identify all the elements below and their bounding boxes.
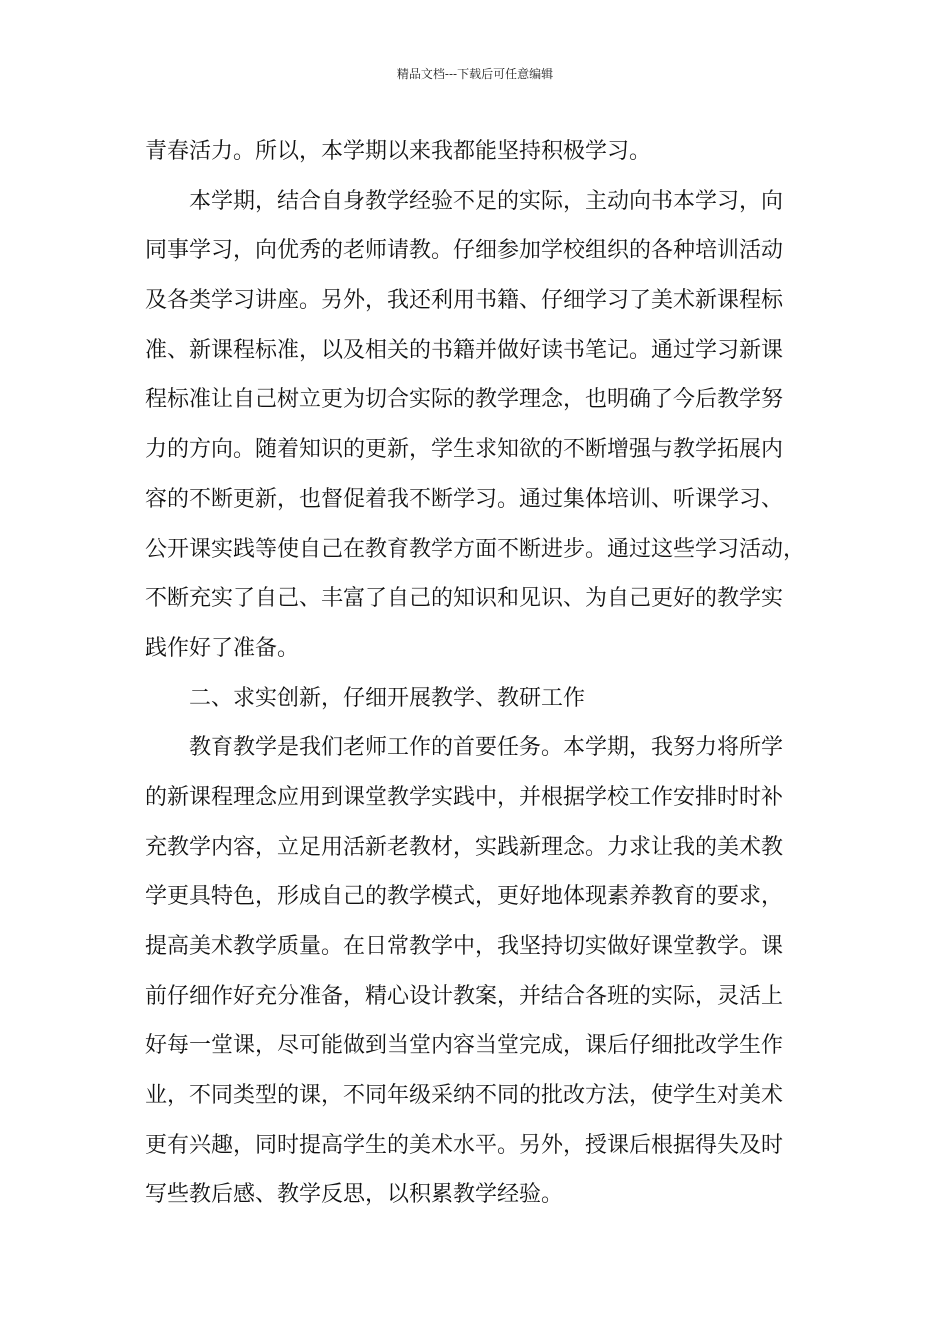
paragraph-first-line: 本学期，结合自身教学经验不足的实际，主动向书本学习，向 xyxy=(189,188,784,214)
text-line: 更有兴趣，同时提高学生的美术水平。另外，授课后根据得失及时 xyxy=(145,1132,784,1158)
text-line: 容的不断更新，也督促着我不断学习。通过集体培训、听课学习、 xyxy=(145,486,784,512)
section-heading: 二、求实创新，仔细开展教学、教研工作 xyxy=(189,685,586,711)
text-line: 践作好了准备。 xyxy=(145,635,300,661)
text-line: 不断充实了自己、丰富了自己的知识和见识、为自己更好的教学实 xyxy=(145,586,784,612)
text-line: 学更具特色，形成自己的教学模式，更好地体现素养教育的要求， xyxy=(145,884,784,910)
text-line: 业，不同类型的课，不同年级采纳不同的批改方法，使学生对美术 xyxy=(145,1083,784,1109)
text-line: 准、新课程标准，以及相关的书籍并做好读书笔记。通过学习新课 xyxy=(145,337,784,363)
text-line: 提高美术教学质量。在日常教学中，我坚持切实做好课堂教学。课 xyxy=(145,934,784,959)
text-line: 充教学内容，立足用活新老教材，实践新理念。力求让我的美术教 xyxy=(145,834,784,860)
text-line: 程标准让自己树立更为切合实际的教学理念，也明确了今后教学努 xyxy=(145,387,784,413)
document-body xyxy=(145,130,815,1223)
text-line: 公开课实践等使自己在教育教学方面不断进步。通过这些学习活动， xyxy=(145,536,806,562)
page-header: 精品文档---下载后可任意编辑 xyxy=(396,67,554,81)
text-line: 青春活力。所以，本学期以来我都能坚持积极学习。 xyxy=(145,139,652,164)
text-line: 同事学习，向优秀的老师请教。仔细参加学校组织的各种培训活动 xyxy=(145,238,784,264)
text-line: 的新课程理念应用到课堂教学实践中，并根据学校工作安排时时补 xyxy=(145,784,784,810)
text-line: 及各类学习讲座。另外，我还利用书籍、仔细学习了美术新课程标 xyxy=(145,288,784,314)
text-line: 前仔细作好充分准备，精心设计教案，并结合各班的实际，灵活上 xyxy=(145,983,784,1009)
paragraph-first-line: 教育教学是我们老师工作的首要任务。本学期，我努力将所学 xyxy=(189,735,784,761)
text-line: 好每一堂课，尽可能做到当堂内容当堂完成，课后仔细批改学生作 xyxy=(145,1033,784,1059)
text-line: 写些教后感、教学反思，以积累教学经验。 xyxy=(145,1182,564,1208)
text-line: 力的方向。随着知识的更新，学生求知欲的不断增强与教学拓展内 xyxy=(145,437,784,463)
